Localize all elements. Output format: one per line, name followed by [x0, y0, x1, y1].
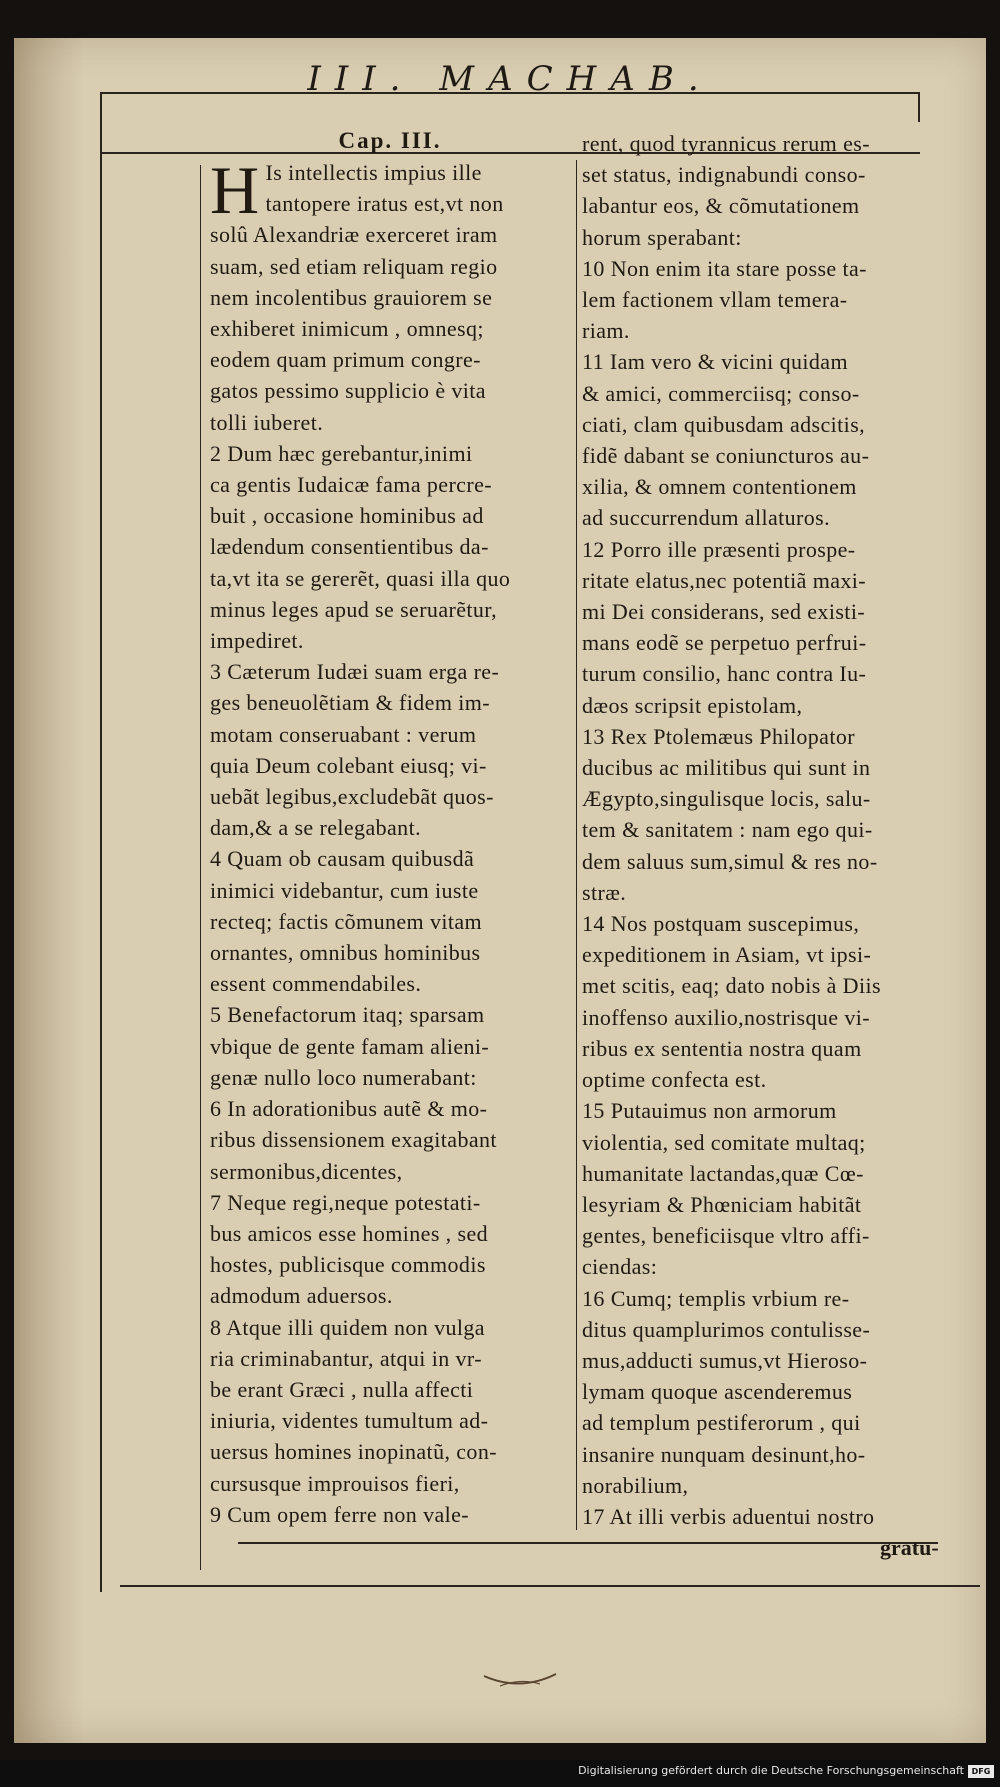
right-line: ducibus ac militibus qui sunt in — [582, 755, 871, 781]
right-line: mans eodẽ se perpetuo perfrui- — [582, 630, 867, 656]
right-line: 13 Rex Ptolemæus Philopator — [582, 723, 855, 749]
left-line: uersus homines inopinatũ, con- — [210, 1439, 497, 1465]
left-line: 6 In adorationibus autẽ & mo- — [210, 1096, 488, 1122]
right-line: met scitis, eaq; dato nobis à Diis — [582, 973, 881, 999]
left-line: admodum aduersos. — [210, 1283, 393, 1309]
left-line: ges beneuolẽtiam & fidem im- — [210, 690, 491, 716]
right-line: humanitate lactandas,quæ Cœ- — [582, 1160, 864, 1186]
left-line: ria criminabantur, atqui in vr- — [210, 1345, 482, 1371]
right-line: expeditionem in Asiam, vt ipsi- — [582, 942, 872, 968]
page-bottom-rule — [120, 1585, 980, 1587]
left-line: ca gentis Iudaicæ fama percre- — [210, 472, 492, 498]
left-line: 8 Atque illi quidem non vulga — [210, 1314, 485, 1340]
left-line: iniuria, videntes tumultum ad- — [210, 1408, 489, 1434]
right-line: turum consilio, hanc contra Iu- — [582, 661, 867, 687]
right-column-text — [582, 128, 942, 1532]
right-line: stræ. — [582, 879, 627, 905]
left-line: gatos pessimo supplicio è vita — [210, 378, 486, 404]
right-line: & amici, commerciisq; conso- — [582, 380, 860, 406]
left-line: impediret. — [210, 628, 304, 654]
right-line: 12 Porro ille præsenti prospe- — [582, 536, 856, 562]
left-line: bus amicos esse homines , sed — [210, 1220, 489, 1246]
left-line: vbique de gente famam alieni- — [210, 1033, 490, 1059]
left-line: 2 Dum hæc gerebantur,inimi — [210, 440, 473, 466]
right-line: Ægypto,singulisque locis, salu- — [582, 786, 871, 812]
right-line: horum sperabant: — [582, 224, 742, 250]
left-line: 3 Cæterum Iudæi suam erga re- — [210, 659, 500, 685]
chapter-heading: Cap. III. — [338, 128, 442, 153]
right-line: ribus ex sententia nostra quam — [582, 1035, 862, 1061]
right-line: mi Dei considerans, sed existi- — [582, 599, 866, 625]
right-line: set status, indignabundi conso- — [582, 162, 866, 188]
left-line: suam, sed etiam reliquam regio — [210, 253, 498, 279]
left-line: buit , occasione hominibus ad — [210, 503, 484, 529]
left-line: dam,& a se relegabant. — [210, 815, 421, 841]
left-line: minus leges apud se seruarẽtur, — [210, 596, 498, 622]
left-line: Is intellectis impius ille — [265, 160, 482, 185]
right-line: 17 At illi verbis aduentui nostro — [582, 1503, 875, 1529]
right-line: 16 Cumq; templis vrbium re- — [582, 1285, 850, 1311]
dfg-logo: DFG — [968, 1765, 994, 1778]
running-head: III. MACHAB. — [307, 59, 713, 99]
right-line: dem saluus sum,simul & res no- — [582, 848, 878, 874]
right-line: insanire nunquam desinunt,ho- — [582, 1441, 866, 1467]
right-line: xilia, & omnem contentionem — [582, 474, 857, 500]
left-line: cursusque improuisos fieri, — [210, 1470, 460, 1496]
right-line: tem & sanitatem : nam ego qui- — [582, 817, 873, 843]
left-line: 7 Neque regi,neque potestati- — [210, 1189, 481, 1215]
right-line: rent, quod tyrannicus rerum es- — [582, 131, 870, 156]
text-bottom-rule — [238, 1542, 938, 1544]
catchword: gratu- — [880, 1535, 939, 1560]
right-line: norabilium, — [582, 1472, 689, 1498]
left-line: hostes, publicisque commodis — [210, 1252, 486, 1278]
right-line: 14 Nos postquam suscepimus, — [582, 911, 860, 937]
right-line: lem factionem vllam temera- — [582, 287, 848, 313]
left-line: nem incolentibus grauiorem se — [210, 284, 493, 310]
right-line: violentia, sed comitate multaq; — [582, 1129, 866, 1155]
right-line: inoffenso auxilio,nostrisque vi- — [582, 1004, 870, 1030]
page-spine-shadow — [14, 38, 84, 1743]
right-line: ditus quamplurimos contulisse- — [582, 1316, 871, 1342]
right-line: ciendas: — [582, 1254, 658, 1280]
left-line: be erant Græci , nulla affecti — [210, 1376, 474, 1402]
right-line: lesyriam & Phœniciam habitãt — [582, 1191, 862, 1217]
right-line: ciati, clam quibusdam adscitis, — [582, 411, 866, 437]
left-line: quia Deum colebant eiusq; vi- — [210, 752, 487, 778]
right-line: mus,adducti sumus,vt Hieroso- — [582, 1347, 868, 1373]
left-column — [210, 125, 570, 1527]
left-line: lædendum consentientibus da- — [210, 534, 489, 560]
left-line: uebãt legibus,excludebãt quos- — [210, 784, 494, 810]
right-line: optime confecta est. — [582, 1067, 767, 1093]
right-line: gentes, beneficiisque vltro affi- — [582, 1223, 870, 1249]
footer-credit: Digitalisierung gefördert durch die Deutsche Forschungsgemeinschaft — [578, 1764, 964, 1777]
left-line: ta,vt ita se gererẽt, quasi illa quo — [210, 565, 511, 591]
left-line: ribus dissensionem exagitabant — [210, 1127, 497, 1153]
inner-left-rule — [200, 165, 201, 1570]
right-line: dæos scripsit epistolam, — [582, 692, 803, 718]
left-line: tolli iuberet. — [210, 409, 324, 435]
right-column — [582, 128, 942, 1529]
left-line: ornantes, omnibus hominibus — [210, 940, 481, 966]
right-line: riam. — [582, 318, 630, 344]
left-line: motam conseruabant : verum — [210, 721, 477, 747]
left-column-text — [210, 152, 570, 1530]
dropcap: H — [210, 152, 260, 228]
right-line: 11 Iam vero & vicini quidam — [582, 349, 848, 375]
left-line: genæ nullo loco numerabant: — [210, 1064, 477, 1090]
left-line: eodem quam primum congre- — [210, 347, 481, 373]
left-line: sermonibus,dicentes, — [210, 1158, 403, 1184]
left-line: 5 Benefactorum itaq; sparsam — [210, 1002, 485, 1028]
right-line: 15 Putauimus non armorum — [582, 1098, 837, 1124]
left-line: 9 Cum opem ferre non vale- — [210, 1501, 470, 1527]
left-line: recteq; factis cõmunem vitam — [210, 908, 483, 934]
right-line: ritate elatus,nec potentiã maxi- — [582, 567, 867, 593]
right-line: 10 Non enim ita stare posse ta- — [582, 255, 867, 281]
outer-left-rule — [100, 92, 102, 1592]
left-line: tantopere iratus est,vt non — [265, 191, 504, 217]
ornament-icon — [480, 1670, 560, 1692]
column-divider — [576, 160, 577, 1530]
left-line: exhiberet inimicum , omnesq; — [210, 316, 484, 342]
right-line: ad succurrendum allaturos. — [582, 505, 831, 531]
left-line: solû Alexandriæ exerceret iram — [210, 222, 498, 248]
right-line: labantur eos, & cõmutationem — [582, 193, 860, 219]
left-line: inimici videbantur, cum iuste — [210, 877, 479, 903]
right-line: lymam quoque ascenderemus — [582, 1379, 853, 1405]
left-line: essent commendabiles. — [210, 971, 422, 997]
right-line: ad templum pestiferorum , qui — [582, 1410, 861, 1436]
right-line: fidẽ dabant se coniuncturos au- — [582, 443, 870, 469]
left-line: 4 Quam ob causam quibusdã — [210, 846, 475, 872]
